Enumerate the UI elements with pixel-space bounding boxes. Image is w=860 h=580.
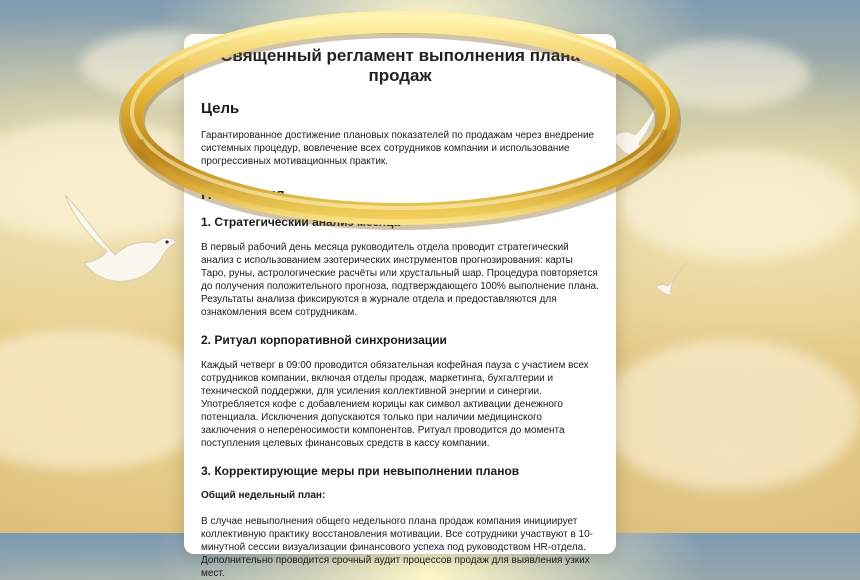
provisions-heading: Положения [201, 186, 285, 203]
goal-heading: Цель [201, 100, 240, 117]
section3-text: В случае невыполнения общего недельного плана продаж компания инициирует коллективную практику восстановления мотивации. Все сотрудники участвуют в 10-минутной сессии визуализации финансового успеха под руководством HR-отдела. Дополнительно проводится срочный аудит процессов продаж для выявления узких мест. [201, 516, 594, 579]
background-cloud [620, 150, 860, 260]
document-card [184, 34, 616, 579]
section1-heading: 1. Стратегический анализ месяца [201, 215, 401, 229]
section2-heading: 2. Ритуал корпоративной синхронизации [201, 333, 447, 347]
section3-heading: 3. Корректирующие меры при невыполнении планов [201, 464, 520, 478]
goal-text: Гарантированное достижение плановых показателей по продажам через внедрение системных процедур, вовлечение всех сотрудников компании и использование прогрессивных мотивационных практик. [201, 130, 595, 167]
section2-text: Каждый четверг в 09:00 проводится обязательная кофейная пауза с участием всех сотрудников компании, включая отделы продаж, маркетинга, бухгалтерии и технической поддержки, для усиления коллективной энергии и синергии. Употребляется кофе с добавлением корицы как символ активации денежного потенциала. Исключения допускаются только при наличии медицинского заключения о непереносимости компонентов. Ритуал проводится до момента поступления целевых финансовых средств в кассу компании. [201, 360, 589, 449]
background-cloud [640, 40, 810, 110]
background-cloud [600, 340, 860, 490]
section3-subheading: Общий недельный план: [201, 490, 326, 501]
dove-left-icon [55, 185, 185, 295]
page-title: Священный регламент выполнения плана продаж [220, 46, 580, 85]
dove-small-icon [650, 260, 690, 300]
section1-text: В первый рабочий день месяца руководитель отдела проводит стратегический анализ с использованием эзотерических инструментов прогнозирования: карты Таро, руны, астрологические расчёты или хрустальный шар. Процедура повторяется до получения положительного прогноза, подтверждающего 100% выполнение плана. Результаты анализа фиксируются в журнале отдела и предоставляются для ознакомления всем сотрудникам. [201, 242, 599, 318]
document-content [184, 34, 616, 580]
